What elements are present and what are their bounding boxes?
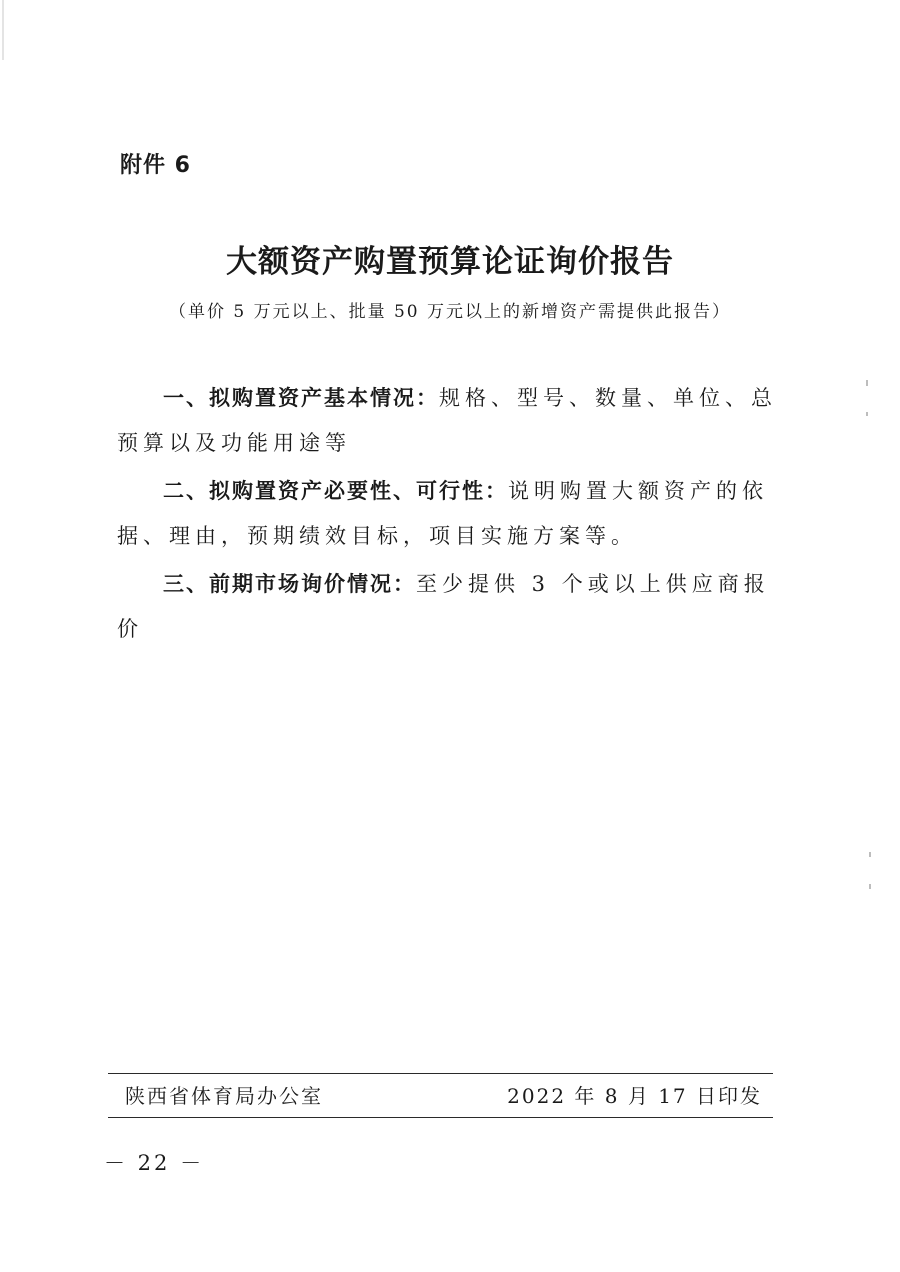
report-title: 大额资产购置预算论证询价报告 bbox=[226, 244, 674, 280]
scan-artifact bbox=[866, 380, 868, 386]
scan-artifact bbox=[2, 0, 4, 60]
section-heading: 三、前期市场询价情况： bbox=[163, 572, 416, 596]
section-necessity bbox=[117, 469, 782, 559]
report-subtitle: （单价 5 万元以上、批量 50 万元以上的新增资产需提供此报告） bbox=[168, 302, 732, 322]
footer-top-rule bbox=[108, 1073, 773, 1074]
scan-artifact bbox=[869, 852, 871, 857]
section-heading: 一、拟购置资产基本情况： bbox=[163, 386, 439, 410]
scan-artifact bbox=[869, 884, 871, 889]
footer-bottom-rule bbox=[108, 1117, 773, 1118]
section-basic-info bbox=[117, 376, 782, 466]
attachment-label: 附件 6 bbox=[120, 153, 191, 178]
section-body: 至少提供 3 个或以上供应商报价 bbox=[117, 572, 770, 641]
section-body: 说明购置大额资产的依据、理由，预期绩效目标，项目实施方案等。 bbox=[117, 479, 768, 548]
scan-artifact bbox=[866, 412, 868, 416]
section-heading: 二、拟购置资产必要性、可行性： bbox=[163, 479, 508, 503]
footer-issuer: 陕西省体育局办公室 bbox=[125, 1084, 323, 1108]
footer-issue-date: 2022 年 8 月 17 日印发 bbox=[507, 1084, 762, 1108]
section-body: 规格、型号、数量、单位、总预算以及功能用途等 bbox=[117, 386, 777, 455]
section-market-inquiry bbox=[117, 562, 782, 652]
page-number: － 22 － bbox=[104, 1151, 205, 1175]
